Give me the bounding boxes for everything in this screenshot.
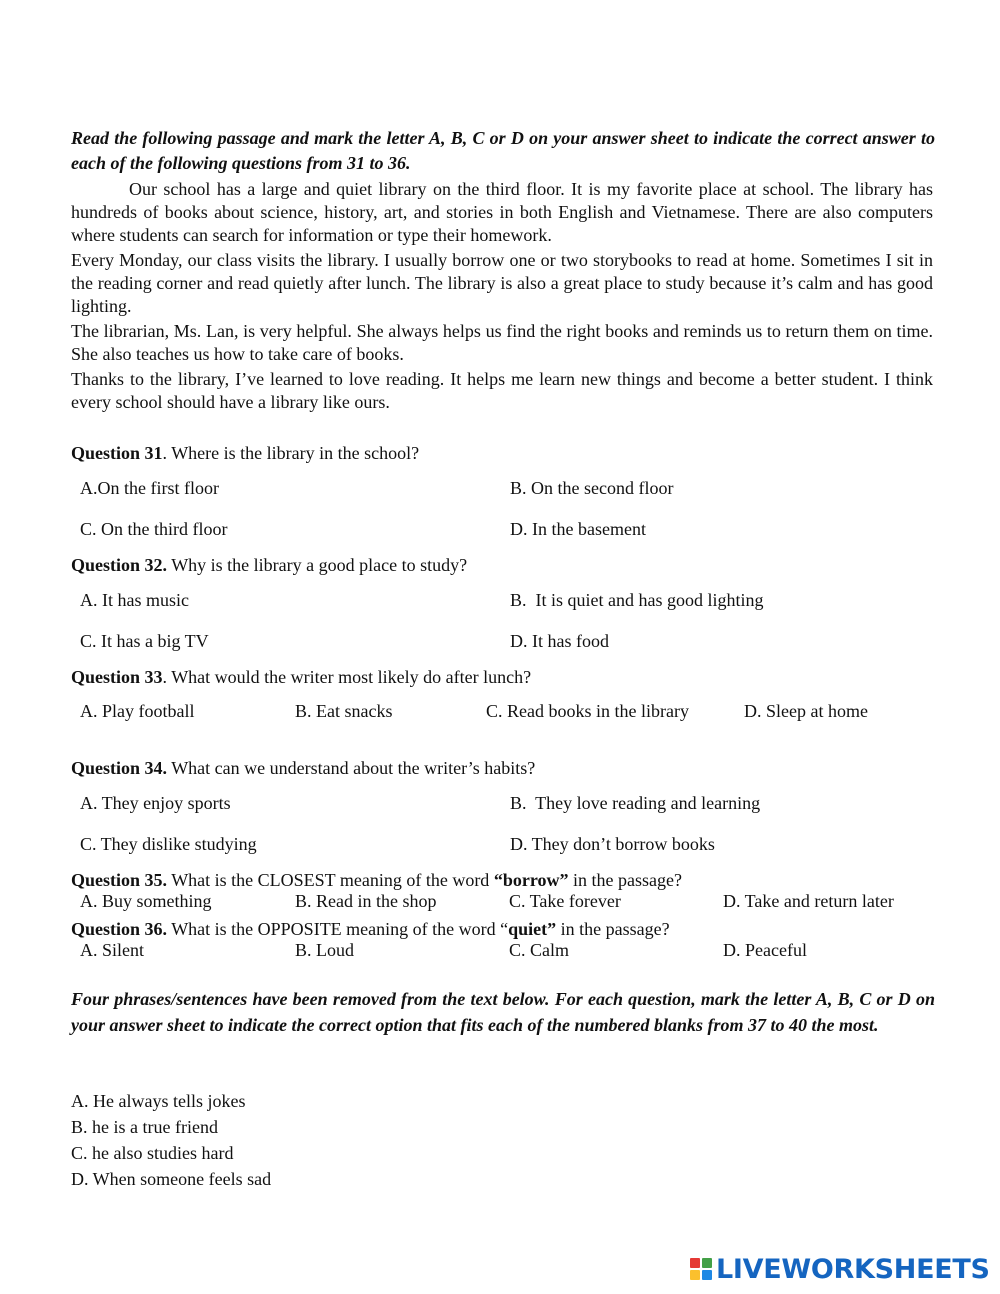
logo-square-green — [702, 1258, 712, 1268]
gap-option-a: A. He always tells jokes — [71, 1091, 246, 1111]
question-35-label: Question 35. — [71, 870, 168, 890]
question-33-option-d[interactable]: D. Sleep at home — [744, 701, 868, 721]
logo-square-yellow — [690, 1270, 700, 1280]
question-36-option-d[interactable]: D. Peaceful — [723, 940, 807, 960]
question-31-option-c[interactable]: C. On the third floor — [80, 519, 228, 539]
passage-paragraph-1: Our school has a large and quiet library on the third floor. It is my favorite place at school. The library has hundreds of books about science, history, art, and stories in both English and Vietnamese. There are also computers where students can search for information or type their homework. — [71, 179, 933, 245]
question-33-option-b[interactable]: B. Eat snacks — [295, 701, 393, 721]
gap-option-c: C. he also studies hard — [71, 1143, 234, 1163]
question-33-label: Question 33 — [71, 667, 163, 687]
question-36-option-b[interactable]: B. Loud — [295, 940, 355, 960]
passage-paragraph-3: The librarian, Ms. Lan, is very helpful. She always helps us find the right books and reminds us to return them on time. She also teaches us how to take care of books. — [71, 321, 933, 364]
question-33-text: . What would the writer most likely do after lunch? — [162, 667, 532, 687]
question-33-option-a[interactable]: A. Play football — [80, 701, 195, 721]
question-36-label: Question 36. — [71, 919, 168, 939]
reading-instruction: Read the following passage and mark the letter A, B, C or D on your answer sheet to indicate the correct answer to each of the following questions from 31 to 36. — [71, 128, 935, 173]
gap-option-d: D. When someone feels sad — [71, 1169, 272, 1189]
question-36-stem — [71, 918, 670, 941]
liveworksheets-logo — [690, 1252, 990, 1286]
question-36-text-after: in the passage? — [556, 919, 670, 939]
liveworksheets-brand-text: LIVEWORKSHEETS — [716, 1253, 990, 1285]
question-32-stem — [71, 554, 467, 577]
passage-paragraph-4: Thanks to the library, I’ve learned to love reading. It helps me learn new things and become a better student. I think every school should have a library like ours. — [71, 369, 933, 412]
logo-square-blue — [702, 1270, 712, 1280]
liveworksheets-logo-icon — [690, 1258, 712, 1280]
gap-fill-instruction: Four phrases/sentences have been removed from the text below. For each question, mark the letter A, B, C or D on your answer sheet to indicate the correct option that fits each of the numbered blanks from 37 to 40 the most. — [71, 989, 935, 1035]
question-33-stem — [71, 666, 531, 689]
question-32-label: Question 32. — [71, 555, 168, 575]
question-34-option-c[interactable]: C. They dislike studying — [80, 834, 257, 854]
question-32-option-c[interactable]: C. It has a big TV — [80, 631, 209, 651]
question-31-stem — [71, 442, 419, 465]
passage-paragraph-2: Every Monday, our class visits the library. I usually borrow one or two storybooks to read at home. Sometimes I sit in the reading corner and read quietly after lunch. The library is also a great place to study because it’s calm and has good lighting. — [71, 250, 933, 316]
question-31-label: Question 31 — [71, 443, 163, 463]
question-36-option-c[interactable]: C. Calm — [509, 940, 570, 960]
question-35-text-before: What is the CLOSEST meaning of the word — [167, 870, 494, 890]
question-34-text: What can we understand about the writer’s habits? — [167, 758, 536, 778]
question-36-keyword: quiet” — [508, 919, 557, 939]
logo-square-red — [690, 1258, 700, 1268]
question-34-option-d[interactable]: D. They don’t borrow books — [510, 834, 715, 854]
question-32-option-b[interactable]: B. It is quiet and has good lighting — [510, 590, 764, 610]
question-34-stem — [71, 757, 535, 780]
question-36-text-before: What is the OPPOSITE meaning of the word “ — [167, 919, 509, 939]
question-31-text: . Where is the library in the school? — [162, 443, 420, 463]
question-35-stem — [71, 869, 682, 892]
question-35-option-a[interactable]: A. Buy something — [80, 891, 212, 911]
question-31-option-b[interactable]: B. On the second floor — [510, 478, 674, 498]
question-34-option-b[interactable]: B. They love reading and learning — [510, 793, 761, 813]
question-35-option-b[interactable]: B. Read in the shop — [295, 891, 437, 911]
question-35-keyword: “borrow” — [493, 870, 569, 890]
question-35-text-after: in the passage? — [568, 870, 682, 890]
question-34-label: Question 34. — [71, 758, 168, 778]
question-36-option-a[interactable]: A. Silent — [80, 940, 145, 960]
question-32-text: Why is the library a good place to study? — [167, 555, 468, 575]
question-32-option-d[interactable]: D. It has food — [510, 631, 609, 651]
question-33-option-c[interactable]: C. Read books in the library — [486, 701, 689, 721]
question-34-option-a[interactable]: A. They enjoy sports — [80, 793, 231, 813]
gap-option-b: B. he is a true friend — [71, 1117, 218, 1137]
question-31-option-a[interactable]: A.On the first floor — [80, 478, 219, 498]
question-31-option-d[interactable]: D. In the basement — [510, 519, 646, 539]
question-32-option-a[interactable]: A. It has music — [80, 590, 189, 610]
question-35-option-d[interactable]: D. Take and return later — [723, 891, 894, 911]
question-35-option-c[interactable]: C. Take forever — [509, 891, 621, 911]
